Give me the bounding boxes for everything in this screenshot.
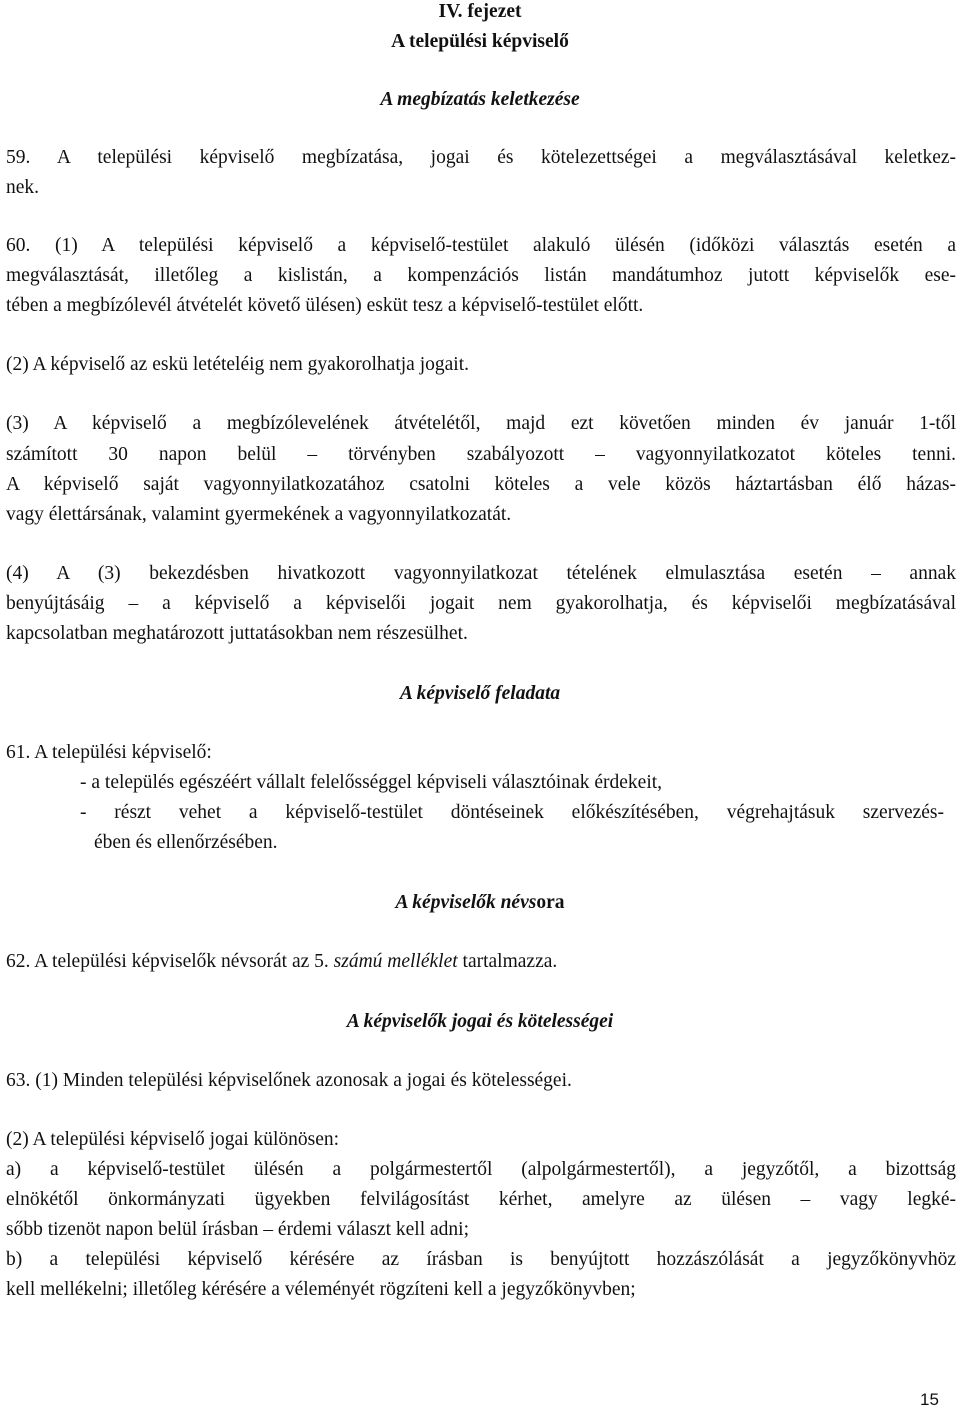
paragraph-60-line-2: megválasztását, illetőleg a kislistán, a kompenzációs listán mandátumhoz jutott képviselők ese- xyxy=(6,265,956,286)
paragraph-61-bullet-2-cont: ében és ellenőrzésében. xyxy=(94,832,278,853)
paragraph-63-2: (2) A települési képviselő jogai különösen: xyxy=(6,1129,340,1150)
paragraph-60-3-line-3: A képviselő saját vagyonnyilatkozatához csatolni köteles a vele közös háztartásban élő házas- xyxy=(6,474,956,495)
paragraph-63-b-line-1: b) a települési képviselő kérésére az írásban is benyújtott hozzászólását a jegyzőkönyvhöz xyxy=(6,1249,956,1270)
roster-heading-part-1: A képviselők névs xyxy=(395,892,537,913)
chapter-number: IV. fejezet xyxy=(438,1,522,22)
paragraph-60-3-line-1: (3) A képviselő a megbízólevelének átvételétől, majd ezt követően minden év január 1-től xyxy=(6,413,956,434)
section-heading-mandate: A megbízatás keletkezése xyxy=(380,89,580,110)
paragraph-62-annex-ref: számú melléklet xyxy=(333,951,458,972)
paragraph-63-a-line-2: elnökétől önkormányzati ügyekben felvilágosítást kérhet, amelyre az ülésen – vagy legké- xyxy=(6,1189,956,1210)
paragraph-62 xyxy=(6,950,557,974)
paragraph-60-3-line-2: számított 30 napon belül – törvényben szabályozott – vagyonnyilatkozatot köteles tenni. xyxy=(6,444,956,465)
paragraph-63-b-line-2: kell mellékelni; illetőleg kérésére a véleményét rögzíteni kell a jegyzőkönyvben; xyxy=(6,1279,636,1300)
section-heading-roster xyxy=(0,891,960,915)
section-heading-rights: A képviselők jogai és kötelességei xyxy=(346,1011,614,1032)
paragraph-60-2: (2) A képviselő az eskü letételéig nem gyakorolhatja jogait. xyxy=(6,354,469,375)
paragraph-61-bullet-1: - a település egészéért vállalt felelősséggel képviseli választóinak érdekeit, xyxy=(80,772,663,793)
paragraph-62-text-2: tartalmazza. xyxy=(457,951,558,972)
paragraph-59-line-1: 59. A települési képviselő megbízatása, jogai és kötelezettségei a megválasztásával keletkez- xyxy=(6,147,956,168)
paragraph-61-line-1: 61. A települési képviselő: xyxy=(6,742,212,763)
paragraph-61-bullet-2: - részt vehet a képviselő-testület döntéseinek előkészítésében, végrehajtásuk szervezés- xyxy=(80,802,944,823)
paragraph-62-text-1: 62. A települési képviselők névsorát az 5. xyxy=(6,951,334,972)
paragraph-59-line-2: nek. xyxy=(6,177,40,198)
paragraph-60-4-line-1: (4) A (3) bekezdésben hivatkozott vagyonnyilatkozat tételének elmulasztása esetén – annak xyxy=(6,563,956,584)
roster-heading-part-2: ora xyxy=(536,892,565,913)
paragraph-60-line-1: 60. (1) A települési képviselő a képviselő-testület alakuló ülésén (időközi választás esetén a xyxy=(6,235,956,256)
paragraph-60-line-3: tében a megbízólevél átvételét követő ülésen) esküt tesz a képviselő-testület előtt. xyxy=(6,295,644,316)
chapter-title: A települési képviselő xyxy=(391,31,569,52)
paragraph-60-4-line-2: benyújtásáig – a képviselő a képviselői jogait nem gyakorolhatja, és képviselői megbízatásával xyxy=(6,593,956,614)
paragraph-60-3-line-4: vagy élettársának, valamint gyermekének a vagyonnyilatkozatát. xyxy=(6,504,512,525)
paragraph-60-4-line-3: kapcsolatban meghatározott juttatásokban nem részesülhet. xyxy=(6,623,468,644)
section-heading-tasks: A képviselő feladata xyxy=(399,683,561,704)
paragraph-63-1: 63. (1) Minden települési képviselőnek azonosak a jogai és kötelességei. xyxy=(6,1070,572,1091)
paragraph-63-a-line-1: a) a képviselő-testület ülésén a polgármestertől (alpolgármestertől), a jegyzőtől, a bizottság xyxy=(6,1159,956,1180)
paragraph-63-a-line-3: sőbb tizenöt napon belül írásban – érdemi választ kell adni; xyxy=(6,1219,469,1240)
page-number: 15 xyxy=(920,1390,939,1409)
